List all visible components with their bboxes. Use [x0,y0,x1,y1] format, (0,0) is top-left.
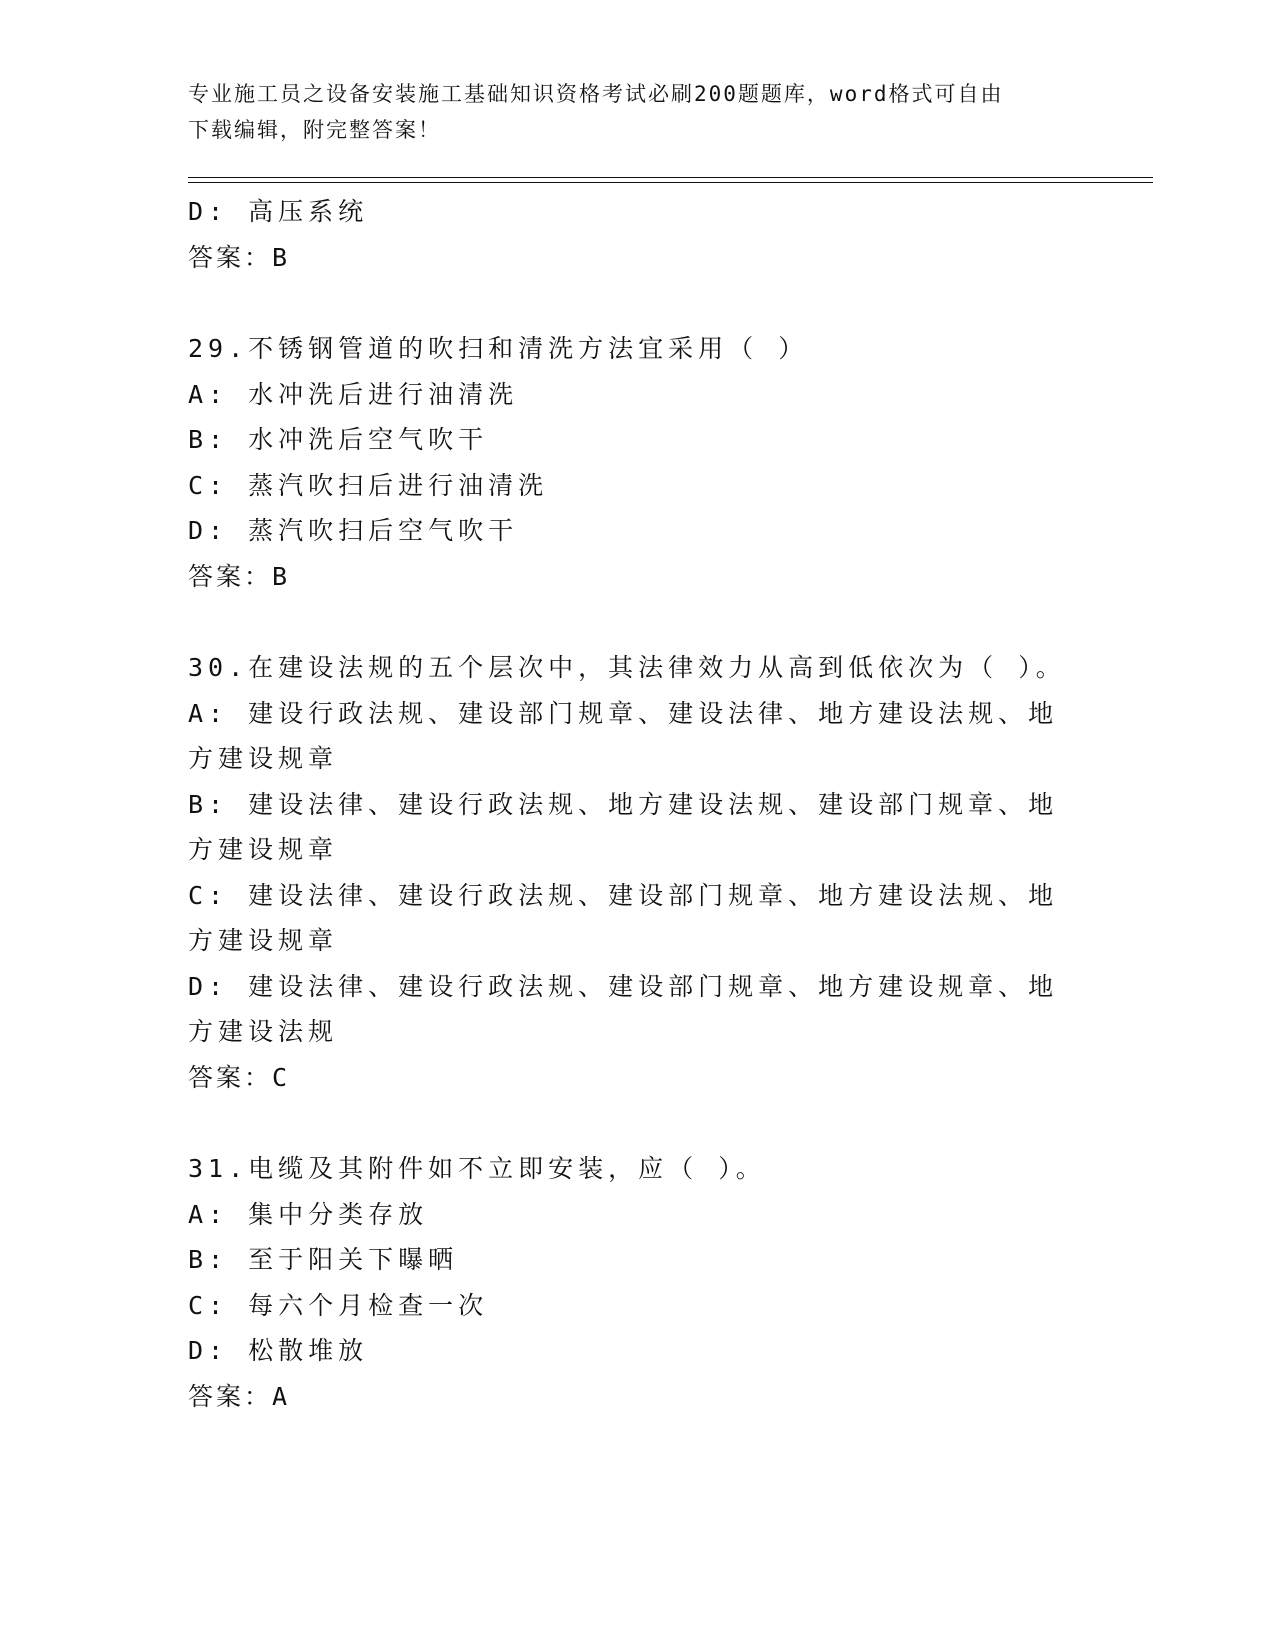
option-d: D: 蒸汽吹扫后空气吹干 [188,516,519,545]
header-title-line-2: 下载编辑，附完整答案！ [188,118,441,142]
option-c: C: 蒸汽吹扫后进行油清洗 [188,470,549,500]
question-30 [188,645,1088,1100]
header-divider-bottom [188,182,1153,183]
option-a: A: 集中分类存放 [188,1199,429,1229]
option-c: C: 每六个月检查一次 [188,1290,489,1320]
option-b: B: 建设法律、建设行政法规、地方建设法规、建设部门规章、地方建设规章 [188,789,1059,864]
question-stem: 31.电缆及其附件如不立即安装，应（ ）。 [188,1154,766,1183]
question-29 [188,326,1088,599]
option-c: C: 建设法律、建设行政法规、建设部门规章、地方建设法规、地方建设规章 [188,880,1059,955]
spacer [188,1100,1088,1146]
spacer [188,280,1088,326]
answer: 答案：B [188,561,291,591]
question-stem: 29.不锈钢管道的吹扫和清洗方法宜采用（ ） [188,334,809,363]
question-31 [188,1146,1088,1419]
option-a: A: 水冲洗后进行油清洗 [188,379,519,409]
question-stem: 30.在建设法规的五个层次中，其法律效力从高到低依次为（ ）。 [188,653,1066,682]
option-d: D: 建设法律、建设行政法规、建设部门规章、地方建设规章、地方建设法规 [188,971,1059,1046]
document-header [188,76,1088,148]
question-list [188,189,1088,1419]
option-b: B: 水冲洗后空气吹干 [188,425,489,454]
answer: 答案：A [188,1381,291,1411]
answer: 答案：C [188,1062,291,1092]
option-a: A: 建设行政法规、建设部门规章、建设法律、地方建设法规、地方建设规章 [188,698,1059,773]
header-title-line-1: 专业施工员之设备安装施工基础知识资格考试必刷200题题库，word格式可自由 [188,82,1004,106]
option-d: D: 高压系统 [188,197,369,226]
answer: 答案：B [188,242,291,272]
spacer [188,599,1088,645]
previous-question-tail [188,189,1088,280]
option-b: B: 至于阳关下曝晒 [188,1245,459,1274]
header-divider-top [188,177,1153,178]
option-d: D: 松散堆放 [188,1336,369,1365]
